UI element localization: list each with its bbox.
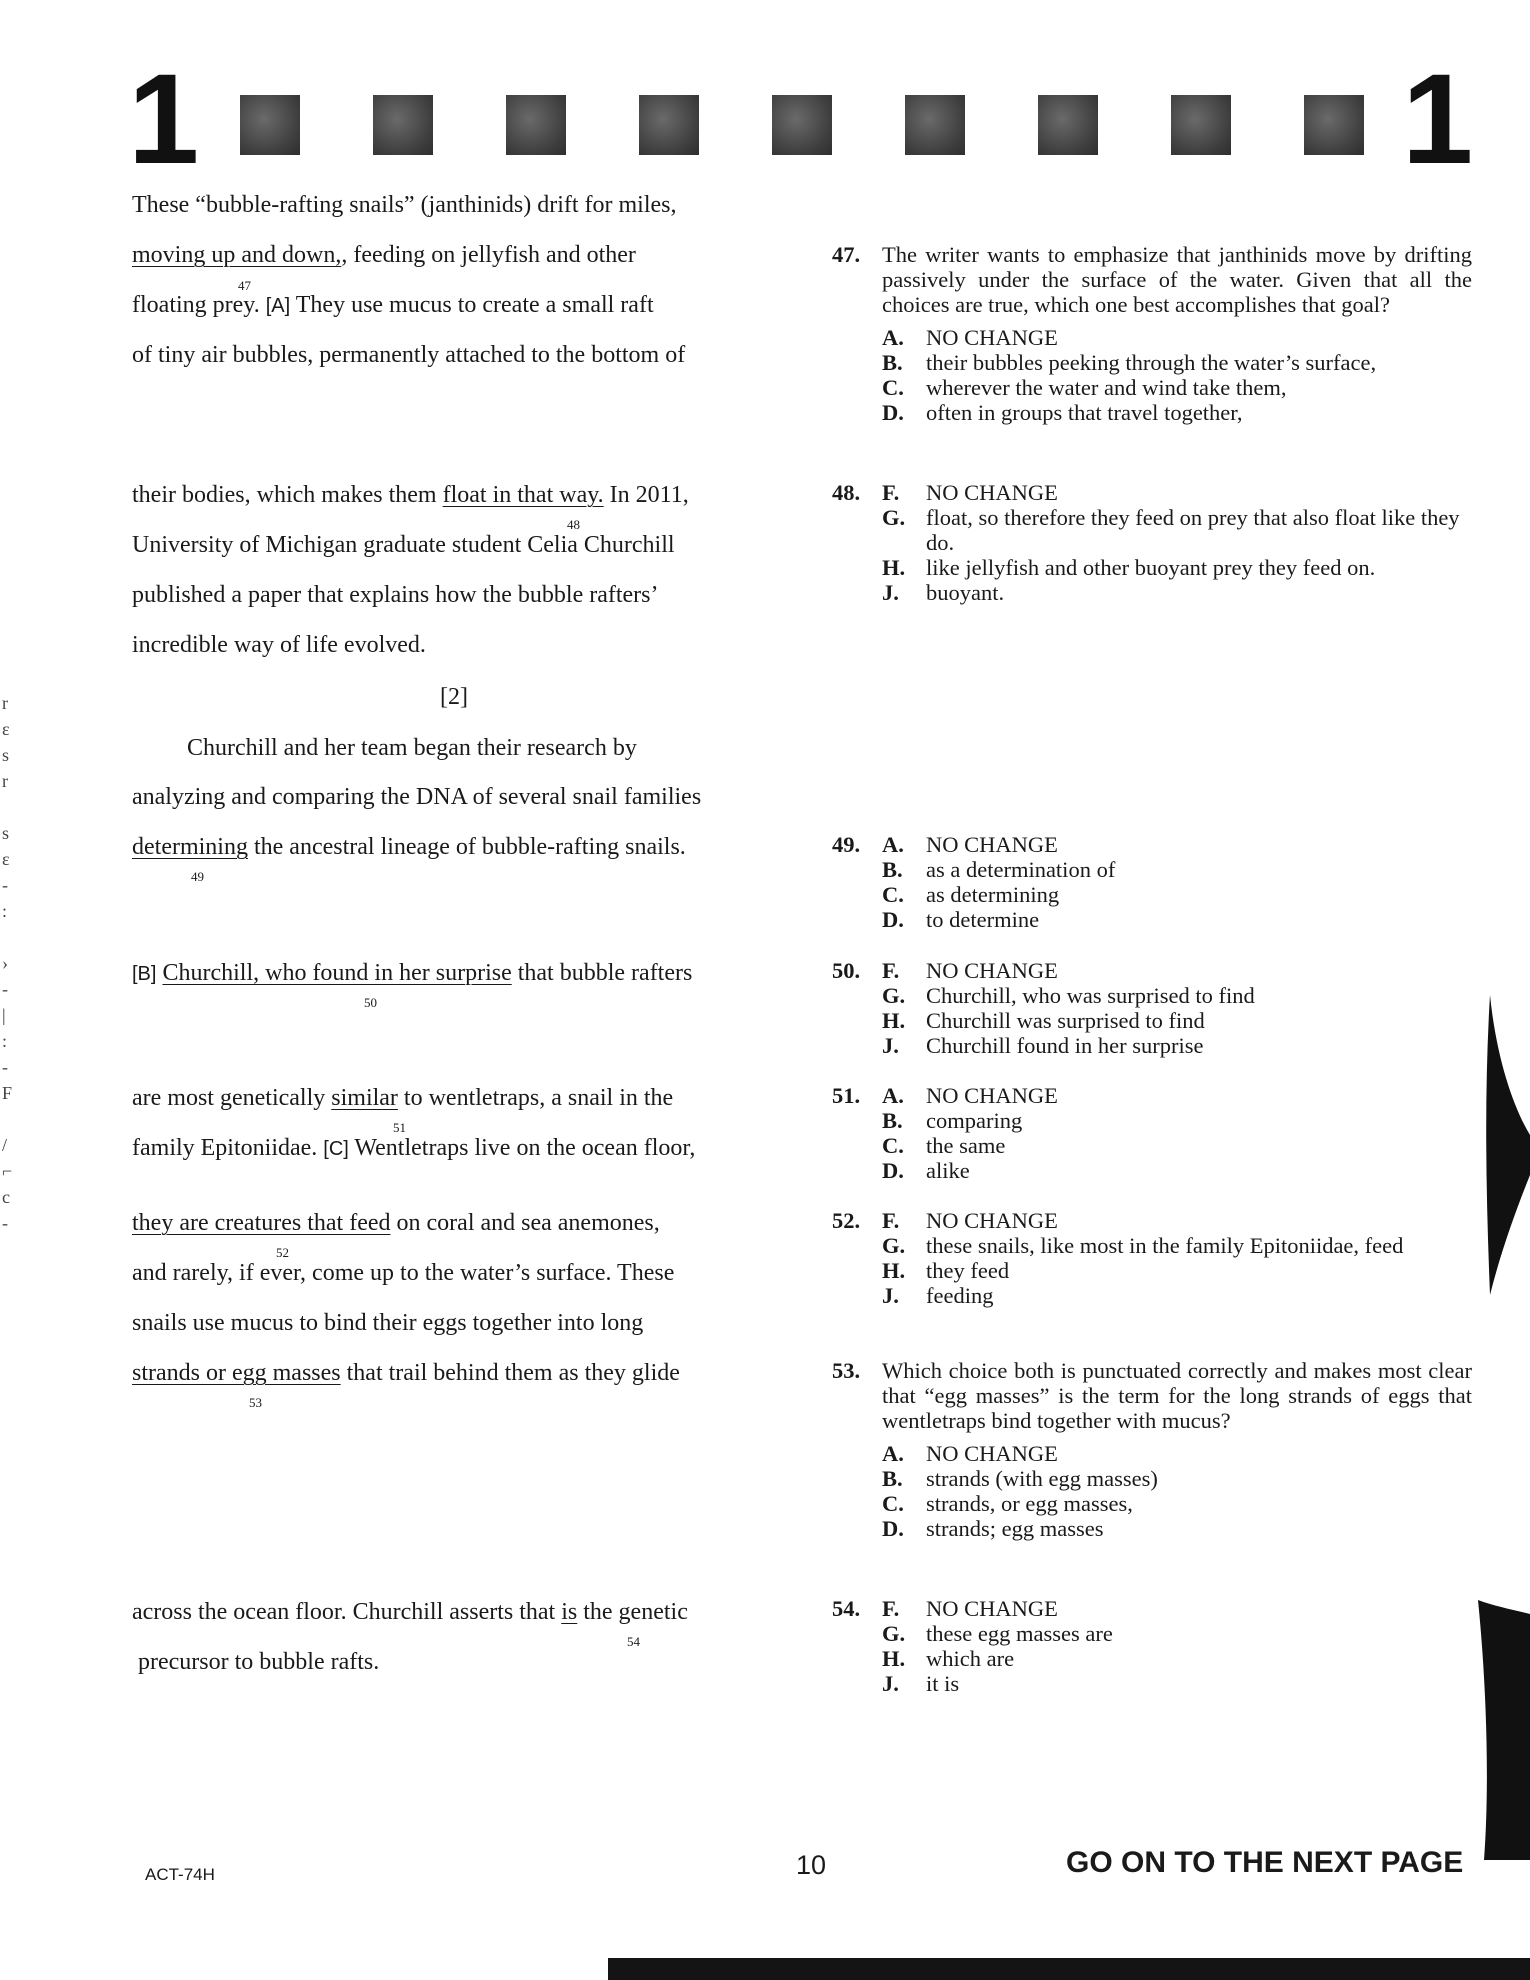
passage-line — [132, 240, 636, 270]
form-code: ACT-74H — [145, 1865, 215, 1884]
option-text: strands, or egg masses, — [926, 1491, 1133, 1516]
option-letter: A. — [882, 325, 904, 350]
passage-text: the ancestral lineage of bubble-rafting snails. — [247, 834, 686, 860]
question-52 — [832, 1208, 1472, 1308]
passage-text: that bubble rafters — [511, 960, 693, 986]
option-text: NO CHANGE — [926, 1208, 1058, 1233]
question-number: 49. — [832, 832, 861, 857]
question-ref-51: 51 — [393, 1120, 406, 1135]
passage-text: that trail behind them as they glide — [340, 1360, 680, 1386]
question-number: 47. — [832, 242, 861, 267]
option-text: NO CHANGE — [926, 325, 1058, 350]
option-letter: J. — [882, 580, 899, 605]
header-block — [1304, 95, 1364, 155]
passage-text: are most genetically — [132, 1085, 332, 1111]
marker-c: [C] — [323, 1138, 349, 1160]
question-ref-53: 53 — [249, 1395, 262, 1410]
option-letter: J. — [882, 1671, 899, 1696]
option-letter: C. — [882, 1133, 904, 1158]
answer-option[interactable] — [832, 1108, 1472, 1133]
option-letter: B. — [882, 857, 903, 882]
answer-option[interactable] — [832, 1283, 1472, 1308]
scan-shadow — [1474, 1600, 1530, 1860]
option-letter: F. — [882, 958, 900, 983]
question-53 — [832, 1358, 1472, 1541]
answer-option[interactable] — [832, 983, 1472, 1008]
header-block — [373, 95, 433, 155]
header-block-bar — [240, 95, 1370, 155]
margin-scan-marks: r ε s r s ε - : › - | : - F / ⌐ c - — [2, 693, 13, 1233]
scan-shadow — [1482, 995, 1530, 1295]
answer-option[interactable] — [832, 1133, 1472, 1158]
option-letter: D. — [882, 907, 904, 932]
option-letter: F. — [882, 1596, 900, 1621]
page-number: 10 — [796, 1850, 827, 1880]
question-48 — [832, 480, 1472, 605]
underlined-portion-54[interactable]: is — [561, 1599, 578, 1625]
answer-option[interactable] — [832, 1008, 1472, 1033]
option-letter: H. — [882, 1008, 906, 1033]
answer-option[interactable] — [832, 375, 1472, 400]
answer-option[interactable] — [832, 1441, 1472, 1466]
option-text: as determining — [926, 882, 1060, 907]
passage-text: , feeding on jellyfish and other — [341, 242, 636, 268]
passage-line — [132, 1133, 695, 1164]
option-text: Churchill found in her surprise — [926, 1033, 1204, 1058]
passage-text: Wentletraps live on the ocean floor, — [348, 1135, 696, 1161]
option-letter: B. — [882, 1466, 903, 1491]
answer-option[interactable] — [832, 350, 1472, 375]
answer-option[interactable] — [832, 1258, 1472, 1283]
option-letter: J. — [882, 1283, 899, 1308]
option-text: feeding — [926, 1283, 994, 1308]
answer-option[interactable] — [832, 555, 1472, 580]
option-text: NO CHANGE — [926, 1083, 1058, 1108]
passage-line — [132, 290, 654, 321]
section-number-right: 1 — [1402, 48, 1474, 191]
passage-line — [132, 480, 689, 510]
option-letter: C. — [882, 882, 904, 907]
option-text: NO CHANGE — [926, 1441, 1058, 1466]
question-ref-52: 52 — [276, 1245, 289, 1260]
answer-option[interactable] — [832, 958, 1472, 983]
option-letter: G. — [882, 1233, 906, 1258]
option-letter: G. — [882, 1621, 906, 1646]
answer-option[interactable] — [832, 1516, 1472, 1541]
answer-option[interactable] — [832, 580, 1472, 605]
header-block — [1171, 95, 1231, 155]
option-text: strands; egg masses — [926, 1516, 1104, 1541]
header-block — [639, 95, 699, 155]
question-51 — [832, 1083, 1472, 1183]
option-text: the same — [926, 1133, 1006, 1158]
option-text: NO CHANGE — [926, 480, 1058, 505]
question-ref-50: 50 — [364, 995, 377, 1010]
option-text: NO CHANGE — [926, 1596, 1058, 1621]
option-letter: G. — [882, 505, 906, 530]
passage-text: They use mucus to create a small raft — [290, 292, 654, 318]
section-number-left: 1 — [128, 48, 200, 191]
option-letter: C. — [882, 375, 904, 400]
passage-text: floating prey. — [132, 292, 266, 318]
option-text: strands (with egg masses) — [926, 1466, 1158, 1491]
option-letter: D. — [882, 1158, 904, 1183]
question-number: 50. — [832, 958, 861, 983]
header-block — [1038, 95, 1098, 155]
answer-option[interactable] — [832, 400, 1472, 425]
option-letter: G. — [882, 983, 906, 1008]
question-47 — [832, 242, 1472, 425]
option-letter: H. — [882, 1258, 906, 1283]
answer-option[interactable] — [832, 1158, 1472, 1183]
question-50 — [832, 958, 1472, 1058]
question-number: 54. — [832, 1596, 861, 1621]
question-stem: Which choice both is punctuated correctly and makes most clear that “egg masses” is the term for the long strands of eggs that wentletraps bind together with mucus? — [882, 1358, 1472, 1433]
passage-text: across the ocean floor. Churchill asserts that — [132, 1599, 562, 1625]
question-ref-47: 47 — [238, 278, 251, 293]
answer-option[interactable] — [832, 1233, 1472, 1258]
option-letter: D. — [882, 400, 904, 425]
option-text: buoyant. — [926, 580, 1005, 605]
header-block — [905, 95, 965, 155]
passage-text: family Epitoniidae. — [132, 1135, 324, 1161]
passage-line — [132, 832, 686, 862]
option-letter: B. — [882, 1108, 903, 1133]
question-number: 53. — [832, 1358, 861, 1383]
question-number: 48. — [832, 480, 861, 505]
option-letter: D. — [882, 1516, 904, 1541]
option-text: to determine — [926, 907, 1040, 932]
question-54 — [832, 1596, 1472, 1696]
passage-line — [132, 1358, 680, 1388]
answer-option[interactable] — [832, 1621, 1472, 1646]
option-text: NO CHANGE — [926, 832, 1058, 857]
question-ref-48: 48 — [567, 517, 580, 532]
answer-option[interactable] — [832, 1208, 1472, 1233]
option-letter: A. — [882, 1083, 904, 1108]
answer-option[interactable] — [832, 857, 1472, 882]
answer-option[interactable] — [832, 1083, 1472, 1108]
passage-line: University of Michigan graduate student Celia Churchill — [132, 532, 675, 558]
answer-option[interactable] — [832, 325, 1472, 350]
passage-line: precursor to bubble rafts. — [138, 1649, 380, 1675]
option-text: as a determination of — [926, 857, 1116, 882]
answer-option[interactable] — [832, 1596, 1472, 1621]
option-text: Churchill, who was surprised to find — [926, 983, 1255, 1008]
passage-line: of tiny air bubbles, permanently attached to the bottom of — [132, 342, 686, 368]
option-letter: F. — [882, 480, 900, 505]
question-49 — [832, 832, 1472, 932]
option-text: these egg masses are — [926, 1621, 1113, 1646]
answer-option[interactable] — [832, 1466, 1472, 1491]
passage-line — [132, 1083, 673, 1113]
option-text: wherever the water and wind take them, — [926, 375, 1287, 400]
underlined-portion-53[interactable]: strands or egg masses — [132, 1360, 341, 1386]
passage-line — [132, 1208, 660, 1238]
question-number: 52. — [832, 1208, 861, 1233]
option-text: their bubbles peeking through the water’s surface, — [926, 350, 1377, 375]
option-text: these snails, like most in the family Epitoniidae, feed — [926, 1233, 1404, 1258]
underlined-portion-47[interactable]: moving up and down, — [132, 242, 342, 268]
answer-option[interactable] — [832, 1491, 1472, 1516]
option-letter: B. — [882, 350, 903, 375]
answer-option[interactable] — [832, 832, 1472, 857]
question-ref-49: 49 — [191, 869, 204, 884]
option-text: NO CHANGE — [926, 958, 1058, 983]
passage-text: to wentletraps, a snail in the — [397, 1085, 674, 1111]
header-block — [772, 95, 832, 155]
question-number: 51. — [832, 1083, 861, 1108]
answer-option[interactable] — [832, 882, 1472, 907]
passage-text: the genetic — [577, 1599, 688, 1625]
scan-bottom-bar — [608, 1958, 1530, 1980]
answer-option[interactable] — [832, 480, 1472, 505]
underlined-portion-50[interactable]: Churchill, who found in her surprise — [162, 960, 512, 986]
passage-line: Churchill and her team began their research by — [187, 735, 637, 761]
answer-option[interactable] — [832, 505, 1472, 555]
option-text: like jellyfish and other buoyant prey they feed on. — [926, 555, 1376, 580]
answer-option[interactable] — [832, 907, 1472, 932]
answer-option[interactable] — [832, 1671, 1472, 1696]
passage-line: and rarely, if ever, come up to the water’s surface. These — [132, 1260, 675, 1286]
option-letter: H. — [882, 1646, 906, 1671]
passage-line: published a paper that explains how the bubble rafters’ — [132, 582, 659, 608]
option-text: it is — [926, 1671, 960, 1696]
marker-b: [B] — [132, 963, 157, 985]
option-text: which are — [926, 1646, 1015, 1671]
marker-a: [A] — [265, 295, 291, 317]
passage-line: analyzing and comparing the DNA of several snail families — [132, 784, 702, 810]
passage-text: their bodies, which makes them — [132, 482, 443, 508]
option-letter: F. — [882, 1208, 900, 1233]
paragraph-number: [2] — [440, 684, 468, 710]
underlined-portion-48[interactable]: float in that way. — [442, 482, 604, 508]
passage-line — [132, 958, 692, 989]
passage-text: on coral and sea anemones, — [390, 1210, 660, 1236]
header-block — [506, 95, 566, 155]
passage-line — [132, 1597, 688, 1627]
underlined-portion-51[interactable]: similar — [331, 1085, 398, 1111]
option-text: often in groups that travel together, — [926, 400, 1243, 425]
option-text: alike — [926, 1158, 970, 1183]
option-text: they feed — [926, 1258, 1010, 1283]
passage-text: In 2011, — [603, 482, 689, 508]
option-letter: C. — [882, 1491, 904, 1516]
passage-line: incredible way of life evolved. — [132, 632, 426, 658]
passage-line: These “bubble-rafting snails” (janthinids) drift for miles, — [132, 192, 677, 218]
option-letter: H. — [882, 555, 906, 580]
answer-option[interactable] — [832, 1033, 1472, 1058]
option-text: comparing — [926, 1108, 1023, 1133]
option-letter: A. — [882, 1441, 904, 1466]
underlined-portion-49[interactable]: determining — [132, 834, 248, 860]
underlined-portion-52[interactable]: they are creatures that feed — [132, 1210, 391, 1236]
option-text: float, so therefore they feed on prey that also float like they do. — [926, 505, 1460, 555]
option-letter: J. — [882, 1033, 899, 1058]
answer-option[interactable] — [832, 1646, 1472, 1671]
question-ref-54: 54 — [627, 1634, 640, 1649]
go-on-next-page: GO ON TO THE NEXT PAGE — [1066, 1846, 1464, 1879]
option-text: Churchill was surprised to find — [926, 1008, 1205, 1033]
passage-line: snails use mucus to bind their eggs together into long — [132, 1310, 644, 1336]
question-stem: The writer wants to emphasize that janthinids move by drifting passively under the surface of the water. Given that all the choices are true, which one best accomplishes that goal? — [882, 242, 1472, 317]
header-block — [240, 95, 300, 155]
option-letter: A. — [882, 832, 904, 857]
